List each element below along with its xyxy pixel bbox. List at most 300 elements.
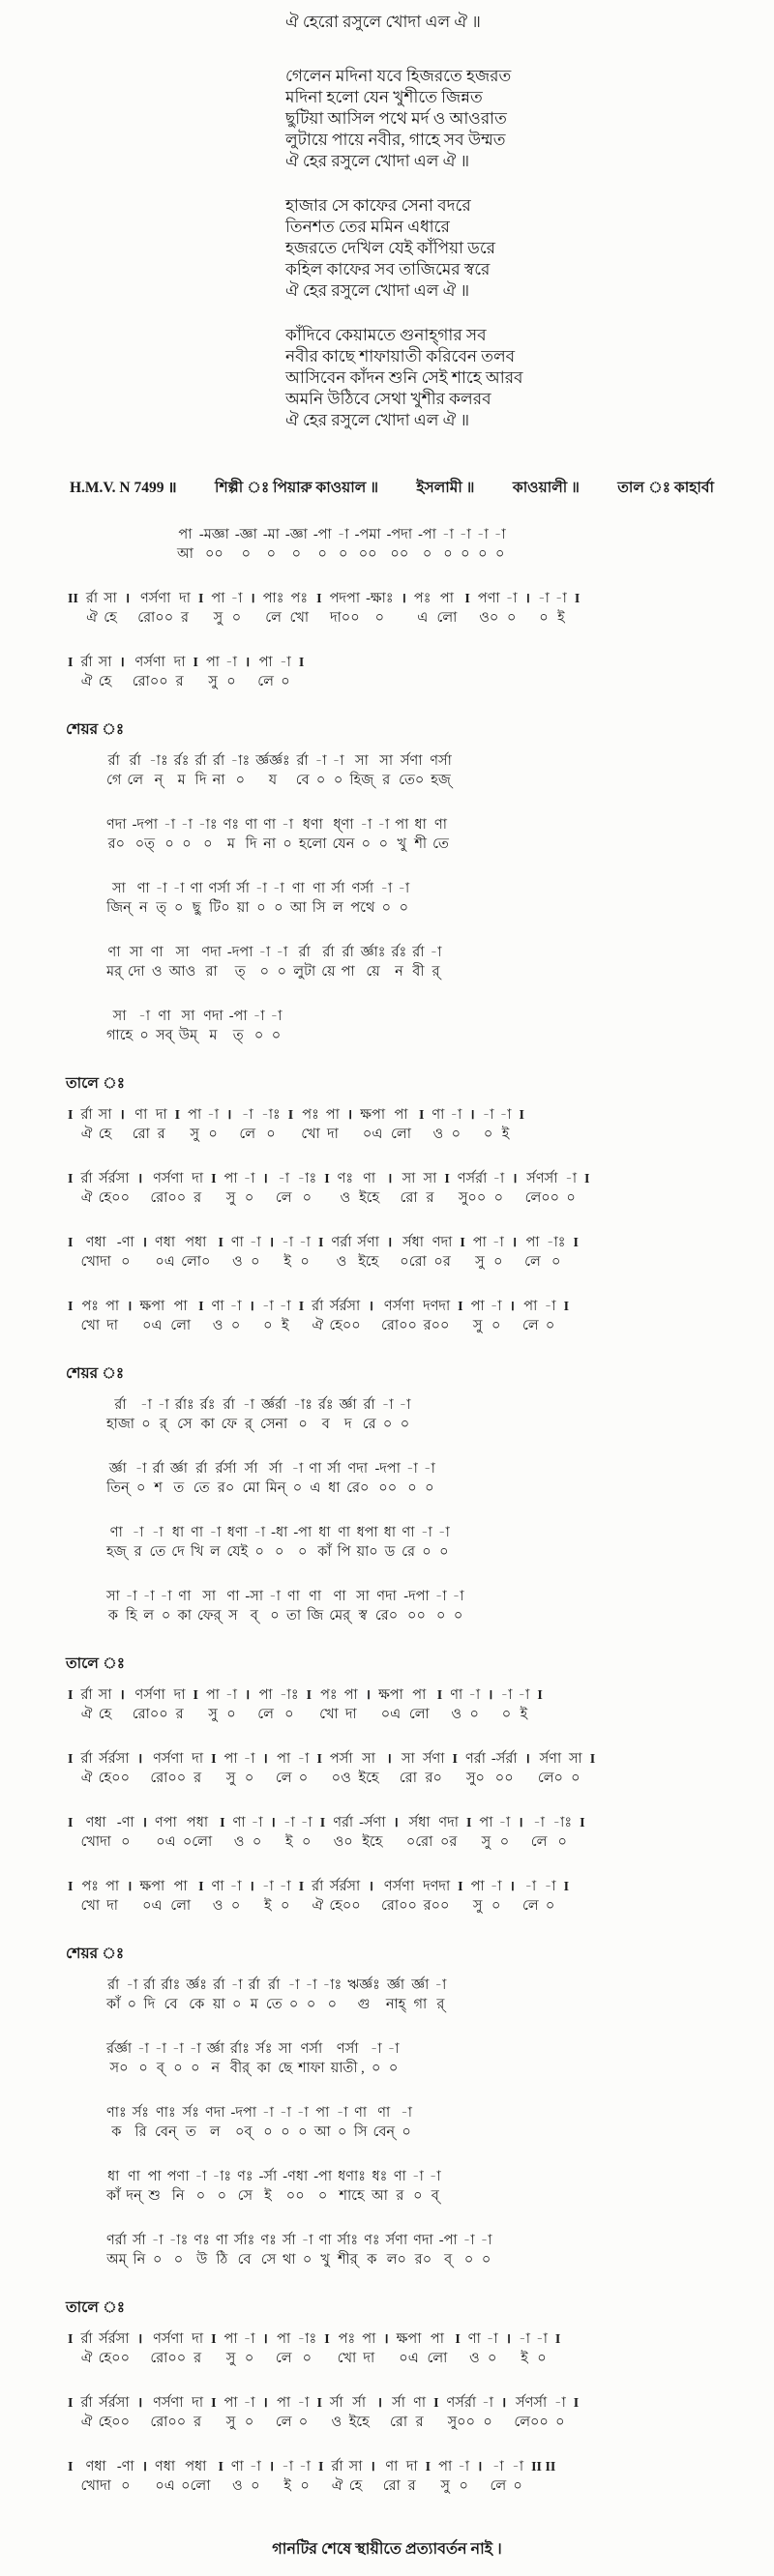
note-token: পধা	[186, 1815, 209, 1830]
beat-cell	[99, 1750, 130, 1789]
note-token: পা	[258, 1687, 273, 1703]
bar-glyph: ।	[249, 1300, 254, 1314]
lyric-token: ন	[138, 900, 148, 916]
score-line	[66, 590, 774, 629]
note-token: -া	[261, 1879, 274, 1894]
note-token: ণর্রা	[331, 1235, 352, 1250]
bar-spacer	[438, 1705, 442, 1725]
note-token: পর্সা	[329, 1751, 353, 1767]
beat-cell	[260, 1396, 287, 1435]
bar-token	[508, 1878, 517, 1917]
beat-cell	[388, 2040, 400, 2079]
beat-cell	[269, 1588, 281, 1626]
note-token: র্সর্রসা	[99, 2395, 130, 2411]
bar-glyph: ।	[262, 1752, 268, 1767]
bar-spacer	[384, 2349, 388, 2369]
lyric-token: ক	[367, 2252, 377, 2268]
note-token: র্রা	[312, 1299, 324, 1314]
lyric-token: লে	[127, 773, 144, 788]
bar-token	[173, 1106, 182, 1145]
beat-cell	[276, 2394, 292, 2433]
lyric-token: ০এ	[155, 2478, 175, 2494]
beat-cell	[128, 944, 145, 982]
bar-spacer	[564, 1316, 568, 1336]
note-token: ণা	[354, 2105, 368, 2121]
lyric-token: রো০০	[137, 610, 174, 626]
lyric-token: লো০	[181, 1254, 211, 1270]
beat-cell	[460, 526, 471, 565]
beat-cell	[106, 752, 121, 791]
note-token: সা	[402, 1171, 416, 1186]
lyric-token: রো০০	[150, 1771, 187, 1786]
bar-token	[451, 1750, 460, 1789]
note-token: ধণা	[226, 1525, 248, 1540]
note-token: -া	[423, 1461, 435, 1477]
lyric-token: হাজা	[106, 1417, 134, 1432]
note-token: ণা	[191, 1525, 204, 1540]
lyric-token: ঐ	[80, 1190, 93, 1206]
note-token: সা	[278, 2041, 292, 2057]
note-token: ণা	[263, 817, 277, 833]
note-token: -াঃ	[552, 1815, 573, 1830]
note-token: -া	[243, 2395, 255, 2411]
bar-token	[322, 1170, 331, 1209]
lyric-token: ০	[300, 2478, 310, 2494]
beat-cell	[106, 944, 122, 982]
beat-cell	[491, 1298, 502, 1336]
note-token: র্রা	[80, 1107, 93, 1123]
lyric-token: সু০	[465, 1771, 485, 1786]
beat-cell	[435, 1588, 447, 1626]
bar-spacer	[319, 1252, 323, 1273]
beat-cell	[126, 1588, 137, 1626]
beat-cell	[468, 1686, 480, 1725]
beat-cell	[231, 1976, 243, 2015]
lyric-token: র০	[217, 1480, 235, 1496]
score-block	[66, 717, 774, 1046]
lyric-token: হে	[104, 610, 117, 626]
note-token: -াঃ	[279, 1687, 299, 1703]
lyric-token: সু	[213, 610, 223, 626]
bar-glyph: ।	[262, 2332, 268, 2347]
bar-token	[562, 1298, 571, 1336]
bar-token	[314, 2394, 323, 2433]
bar-glyph: I	[318, 1236, 324, 1250]
lyric-token: ০	[555, 2415, 565, 2430]
beat-cell	[301, 1814, 313, 1853]
lyric-token: ল	[209, 2124, 221, 2140]
bar-glyph: I	[68, 1816, 74, 1830]
beat-cell	[174, 654, 186, 692]
note-token: ণা	[211, 1879, 224, 1894]
bar-spacer	[388, 1252, 392, 1273]
bar-glyph: I	[68, 2332, 74, 2347]
beat-cell	[80, 654, 92, 692]
bar-token	[582, 1170, 591, 1209]
bar-glyph: I	[211, 2332, 217, 2347]
beat-cell	[99, 1686, 112, 1725]
note-token: -া	[482, 1107, 494, 1123]
beat-cell	[400, 1750, 417, 1789]
beat-cell	[186, 1976, 207, 2015]
note-token: -া	[194, 2169, 207, 2184]
bar-glyph: ।	[477, 2460, 483, 2474]
bar-token	[464, 1814, 473, 1853]
lyric-token: ও	[331, 2415, 342, 2430]
bar-glyph: I	[316, 1752, 322, 1767]
note-token: -া	[249, 1235, 261, 1250]
beat-cell	[321, 944, 335, 982]
note-token: ণাঃ	[106, 2105, 127, 2121]
bar-glyph: I	[298, 1300, 305, 1314]
beat-cell	[406, 1814, 433, 1853]
note-token: র্রা	[195, 1461, 208, 1477]
note-token: ণা	[402, 1525, 415, 1540]
bar-glyph: ।	[141, 2460, 148, 2474]
beat-cell	[371, 2040, 382, 2079]
lyric-token: না	[212, 773, 225, 788]
beat-cell	[401, 2104, 412, 2143]
note-token: -া	[164, 817, 176, 833]
note-token: পা	[105, 1299, 120, 1314]
beat-cell	[257, 654, 274, 692]
lyric-token: ০	[121, 2478, 131, 2494]
lyric-token: ০	[281, 1898, 290, 1914]
lyric-token: লে	[239, 1127, 256, 1142]
lyric-token: আও	[168, 964, 196, 980]
note-token: ণধা	[85, 1815, 106, 1830]
bar-token	[368, 2458, 376, 2497]
note-token: -া	[262, 2105, 274, 2121]
note-token: ণর্সা	[430, 753, 452, 769]
lyric-token: ০	[291, 546, 302, 562]
beat-cell	[326, 1106, 340, 1145]
note-token: -াঃ	[261, 1107, 281, 1123]
note-token: পঃ	[302, 1107, 319, 1123]
note-token: র্জ্ঞর্রা	[261, 1397, 287, 1413]
note-token: ণা	[309, 1461, 322, 1477]
lyrics-line: আসিবেন কাঁদন শুনি সেই শাহে আরব	[285, 368, 523, 387]
bar-spacer	[402, 608, 405, 629]
lyric-token: ০	[300, 1254, 310, 1270]
beat-cell	[150, 1170, 186, 1209]
footer-note: গানটির শেষে স্থায়ীতে প্রত্যাবর্তন নাই ।	[272, 2541, 502, 2558]
bar-token	[66, 1750, 74, 1789]
note-token: ধণাঃ	[338, 2169, 366, 2184]
bar-token	[66, 1686, 74, 1725]
bar-spacer	[388, 1188, 392, 1209]
bar-spacer	[69, 1252, 73, 1273]
bar-spacer	[525, 1769, 529, 1789]
beat-cell	[317, 1524, 331, 1563]
beat-cell	[318, 1396, 334, 1435]
bar-glyph: I	[574, 592, 580, 606]
lyric-token: ঐ	[331, 2478, 343, 2494]
beat-cell	[525, 1170, 560, 1209]
bar-glyph: I	[316, 2396, 322, 2411]
beat-cell	[291, 1460, 303, 1499]
beat-cell	[106, 2040, 132, 2079]
beat-cell	[253, 1524, 265, 1563]
score-line	[106, 752, 774, 791]
note-token: র্সা	[269, 1461, 283, 1477]
note-token: র্রা	[213, 753, 225, 769]
beat-cell	[80, 2330, 92, 2369]
lyric-token: হে	[98, 1707, 112, 1722]
beat-cell	[212, 2168, 231, 2207]
lyric-token: ০	[226, 1707, 236, 1722]
beat-cell	[338, 2330, 357, 2369]
lyric-token: ত	[173, 1480, 185, 1496]
beat-cell	[213, 752, 225, 791]
beat-cell	[473, 1234, 487, 1273]
beat-cell	[397, 2330, 422, 2369]
bar-spacer	[459, 1316, 462, 1336]
note-token: ণর্সণা	[383, 1879, 415, 1894]
bar-glyph: I	[318, 2460, 324, 2474]
lyric-token: হে০০	[98, 1771, 130, 1786]
note-token: -ণা	[116, 2459, 134, 2474]
beat-cell	[106, 880, 132, 919]
beat-cell	[106, 1460, 130, 1499]
beat-cell	[169, 944, 196, 982]
beat-cell	[432, 816, 449, 855]
note-token: র্রা	[268, 1977, 281, 1993]
lyric-token: খু	[320, 2252, 330, 2268]
bar-token	[367, 1298, 375, 1336]
beat-cell	[333, 816, 355, 855]
lyric-token: র	[415, 2415, 424, 2430]
beat-cell	[156, 1106, 167, 1145]
lyric-token: দন্	[126, 2188, 142, 2204]
lyric-token: ০	[127, 1997, 137, 2012]
lyric-token: ফের্	[196, 1608, 222, 1624]
bar-token	[248, 1298, 256, 1336]
beat-cell	[174, 752, 190, 791]
beat-cell	[331, 2458, 342, 2497]
bar-glyph: ।	[509, 1880, 515, 1894]
note-token: -া	[230, 591, 243, 606]
lyric-token: মো	[242, 1480, 260, 1496]
lyric-token: ০	[513, 2478, 522, 2494]
beat-cell	[379, 752, 393, 791]
bar-token	[400, 590, 408, 629]
bar-spacer	[246, 672, 250, 692]
lyrics-line: ছুটিয়া আসিল পথে মর্দ ও আওরাত	[285, 109, 507, 128]
lyric-token: য়া	[236, 900, 250, 916]
score-line	[106, 2040, 774, 2079]
bar-token	[261, 2330, 270, 2369]
bar-glyph: ।	[119, 1108, 125, 1123]
note-token: -া	[301, 2233, 313, 2248]
score-line	[106, 2168, 774, 2207]
beat-cell	[390, 2394, 407, 2433]
note-token: -া	[297, 1751, 310, 1767]
lyric-token: ঐ	[86, 610, 98, 626]
note-token: -সা	[245, 1589, 264, 1604]
beat-cell	[384, 1524, 396, 1563]
bar-token	[192, 1686, 200, 1725]
lyric-token: ই	[285, 1834, 293, 1850]
lyric-token: ও	[340, 1190, 351, 1206]
beat-cell	[386, 1976, 405, 2015]
score-line	[66, 1814, 774, 1853]
bar-token	[216, 1234, 224, 1273]
lyric-token: ০	[173, 2061, 183, 2076]
note-token: -াঃ	[168, 2233, 189, 2248]
note-token: পা	[223, 2395, 238, 2411]
lyric-token: ০	[407, 1480, 417, 1496]
bar-glyph: ।	[141, 1236, 148, 1250]
beat-cell	[156, 880, 167, 919]
beat-cell	[209, 1524, 221, 1563]
lyric-token: ঠি	[216, 2252, 228, 2268]
bar-token	[375, 2394, 384, 2433]
note-token: -া	[554, 591, 567, 606]
beat-cell	[273, 880, 284, 919]
beat-cell	[412, 2168, 424, 2207]
note-token: ণা	[230, 2459, 244, 2474]
beat-cell	[261, 1106, 281, 1145]
bar-glyph: I	[458, 1300, 463, 1314]
bar-glyph: ।	[124, 592, 131, 606]
beat-cell	[244, 2330, 255, 2369]
bar-spacer	[317, 608, 321, 629]
bar-spacer	[525, 608, 529, 629]
lyric-token: র	[396, 2188, 404, 2204]
lyric-token: সু	[190, 1127, 199, 1142]
lyric-token: বেন্	[155, 2124, 177, 2140]
lyric-token: র০	[425, 1771, 442, 1786]
lyric-token: গা	[413, 1997, 428, 2012]
note-token: -া	[279, 2105, 291, 2121]
bar-token	[504, 2330, 513, 2369]
bar-token	[135, 1170, 144, 1209]
bar-spacer	[300, 1896, 304, 1917]
beat-cell	[458, 2458, 469, 2497]
lyric-token: ঐ	[80, 1771, 93, 1786]
note-token: পা	[470, 1299, 485, 1314]
bar-spacer	[143, 2476, 147, 2497]
beat-cell	[106, 1396, 134, 1435]
lyric-token: তে	[432, 836, 449, 852]
note-token: ণদা	[204, 2105, 225, 2121]
lyric-token: ০	[551, 1254, 561, 1270]
beat-cell	[192, 2330, 203, 2369]
beat-cell	[364, 2232, 380, 2270]
lyric-token: ০	[461, 546, 470, 562]
bar-glyph: ।	[137, 2332, 143, 2347]
note-token: ধঃ	[372, 2169, 388, 2184]
beat-cell	[181, 2458, 210, 2497]
bar-spacer	[263, 2413, 267, 2433]
lyric-token: ০	[244, 1190, 254, 1206]
note-token: ণা	[226, 1589, 240, 1604]
note-token: -া	[411, 2169, 424, 2184]
lyric-token: ইহে	[348, 2415, 370, 2430]
bar-glyph: I	[68, 2460, 74, 2474]
bar-token	[140, 1234, 149, 1273]
beat-cell	[293, 944, 315, 982]
lyric-token: ০লো	[182, 1834, 213, 1850]
lyric-token: ০	[292, 1480, 303, 1496]
lyric-token: ০	[481, 2252, 491, 2268]
beat-cell	[360, 1106, 385, 1145]
beat-cell	[394, 2168, 406, 2207]
note-token: -পা	[418, 527, 436, 542]
bar-glyph: I	[465, 1816, 472, 1830]
lyric-token: র	[194, 2351, 202, 2366]
note-token: সা	[129, 945, 143, 960]
note-token: পঃ	[320, 1687, 338, 1703]
bar-spacer	[300, 1316, 304, 1336]
note-token: -া	[132, 1525, 144, 1540]
lyric-token: বে	[237, 2252, 252, 2268]
lyric-token: দি	[245, 836, 257, 852]
lyric-token: তে০	[399, 773, 425, 788]
lyric-token: ই	[264, 2188, 272, 2204]
beat-cell	[344, 1686, 358, 1725]
lyric-token: কাঁ	[106, 1997, 121, 2012]
beat-cell	[450, 1686, 462, 1725]
bar-token	[66, 1298, 74, 1336]
lyric-token: ঐ	[80, 674, 93, 689]
lyric-token: ড	[384, 1544, 396, 1560]
bar-token	[588, 1750, 597, 1789]
note-token: র্রঃ	[173, 753, 190, 769]
bar-spacer	[502, 2413, 506, 2433]
note-token: -পা	[293, 1525, 313, 1540]
note-token: -া	[278, 1171, 290, 1186]
beat-cell	[402, 1524, 415, 1563]
lyric-token: লে	[275, 1771, 292, 1786]
lyric-token: ০	[491, 1318, 501, 1333]
beat-cell	[298, 2330, 317, 2369]
beat-cell	[209, 880, 231, 919]
note-token: পা	[205, 655, 221, 670]
lyric-token: ০	[302, 1190, 313, 1206]
note-token: র্রা	[331, 2459, 343, 2474]
beat-cell	[463, 2232, 475, 2270]
note-token: ক্ষপা	[396, 2331, 422, 2347]
score-line	[106, 1008, 774, 1046]
note-token: -া	[544, 1879, 556, 1894]
beat-cell	[547, 1234, 566, 1273]
lyric-token: ০	[298, 1771, 309, 1786]
lyric-token: ০	[371, 2061, 381, 2076]
beat-cell	[491, 1878, 502, 1917]
lyric-token: রো০০	[381, 1898, 417, 1914]
lyric-token: ইহে	[358, 1771, 379, 1786]
beat-cell	[430, 944, 441, 982]
beat-cell	[173, 880, 185, 919]
note-token: র্সা	[392, 2395, 405, 2411]
note-token: পা	[430, 2331, 444, 2347]
note-token: ণর্সা	[300, 2041, 323, 2057]
note-token: র্রঃ	[317, 1397, 334, 1413]
note-token: ণদা	[432, 1235, 453, 1250]
lyric-token: ০	[378, 836, 389, 852]
note-token: -া	[491, 2459, 504, 2474]
note-token: র্সা	[244, 1461, 258, 1477]
note-token: -র্সর্রা	[491, 1751, 518, 1767]
bar-token	[314, 590, 323, 629]
beat-cell	[314, 2104, 331, 2143]
note-token: -া	[336, 2105, 348, 2121]
beat-cell	[255, 880, 267, 919]
beat-cell	[338, 2232, 359, 2270]
lyric-token: রে০	[346, 1480, 370, 1496]
